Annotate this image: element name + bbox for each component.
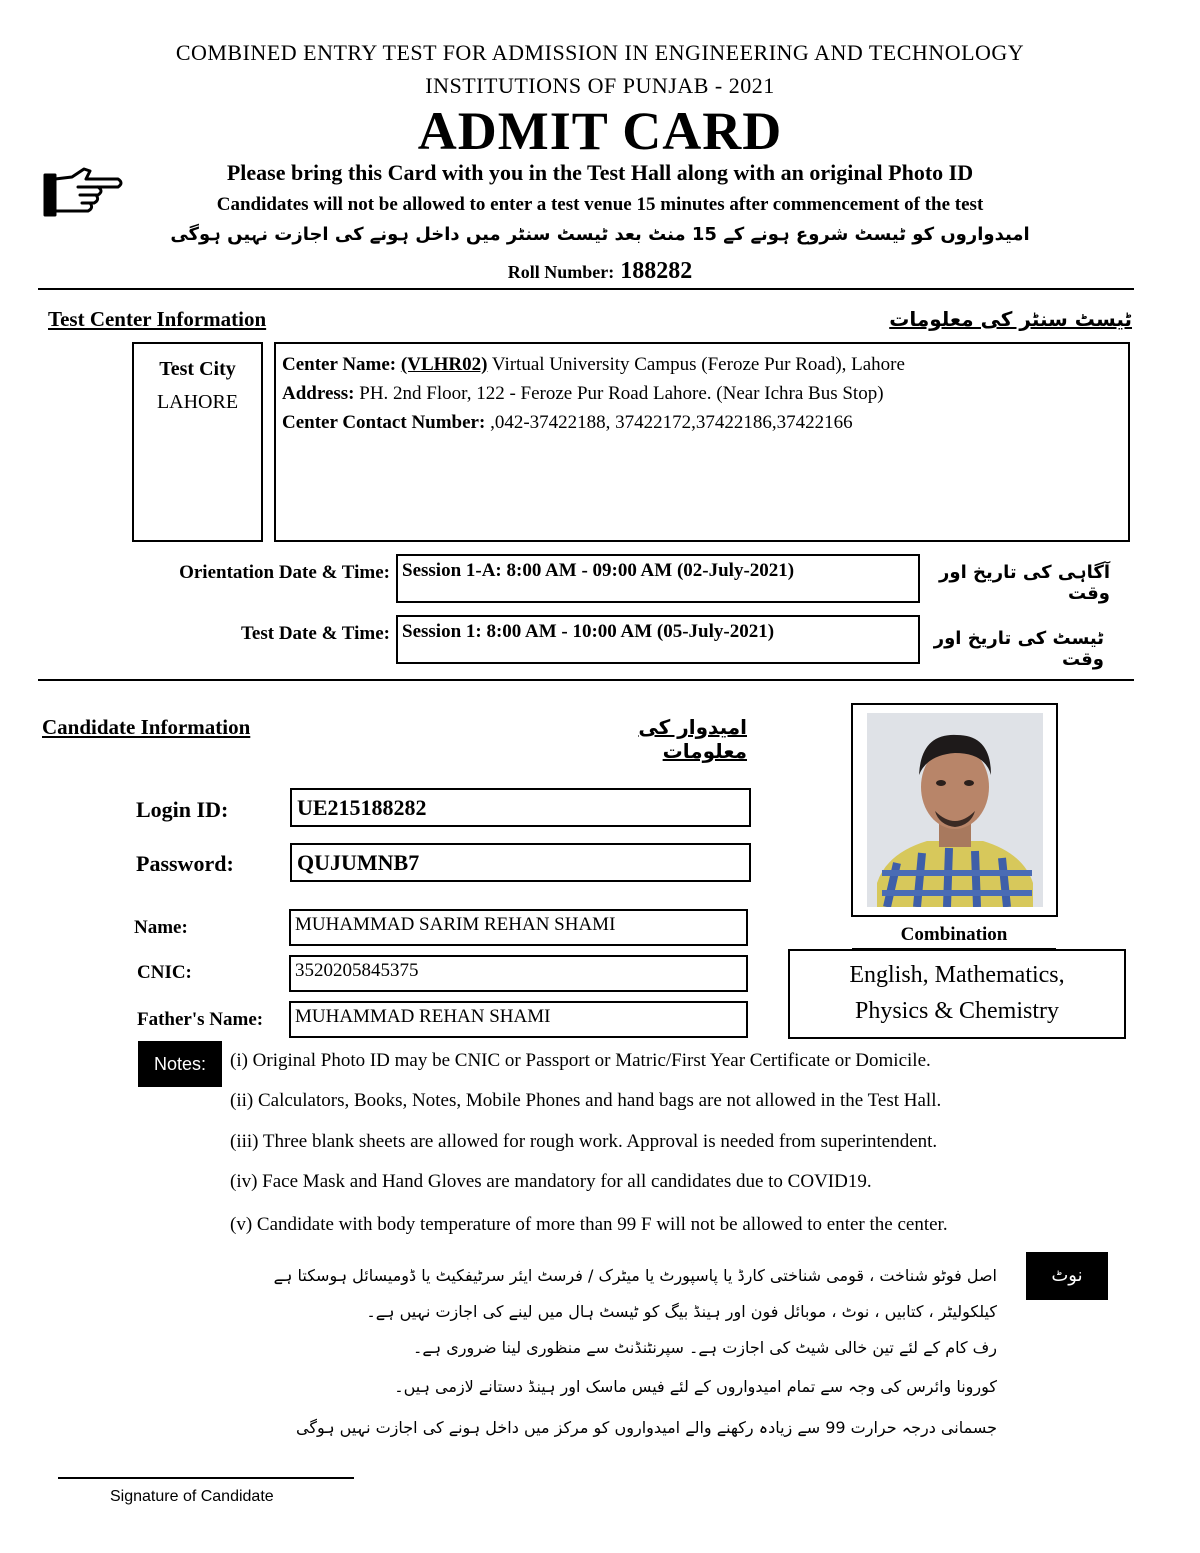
test-center-heading-urdu: ٹیسٹ سنٹر کی معلومات — [889, 307, 1132, 331]
orientation-label: Orientation Date & Time: — [179, 562, 390, 583]
note-item: (v) Candidate with body temperature of more than 99 F will not be allowed to enter the center. — [230, 1214, 948, 1235]
test-city-box — [132, 342, 263, 542]
candidate-heading: Candidate Information — [42, 715, 251, 739]
page-title: ADMIT CARD — [417, 101, 783, 161]
bring-card-note: Please bring this Card with you in the Test Hall along with an original Photo ID — [226, 160, 974, 185]
urdu-note-item: جسمانی درجہ حرارت 99 سے زیادہ رکھنے والے امیدواروں کو مرکز میں داخل ہونے کی اجازت نہیں ہوگی — [296, 1418, 997, 1437]
notes-badge-urdu: نوٹ — [1026, 1252, 1108, 1300]
login-id-value: UE215188282 — [297, 795, 427, 820]
combination-line2: Physics & Chemistry — [854, 998, 1059, 1024]
note-item: (i) Original Photo ID may be CNIC or Passport or Matric/First Year Certificate or Domicile. — [230, 1050, 931, 1071]
name-label: Name: — [134, 917, 188, 938]
test-date-label-urdu: ٹیسٹ کی تاریخ اور وقت — [933, 628, 1104, 670]
father-name-label: Father's Name: — [137, 1009, 264, 1030]
signature-label: Signature of Candidate — [110, 1488, 274, 1505]
divider — [38, 679, 1134, 681]
urdu-note-item: کورونا وائرس کی وجہ سے تمام امیدواروں کے لئے فیس ماسک اور ہینڈ دستانے لازمی ہیں۔ — [394, 1377, 997, 1396]
exam-title-line2: INSTITUTIONS OF PUNJAB - 2021 — [425, 73, 775, 98]
exam-title-line1: COMBINED ENTRY TEST FOR ADMISSION IN ENGINEERING AND TECHNOLOGY — [175, 40, 1025, 65]
center-address-label: Address: — [282, 383, 355, 404]
note-item: (ii) Calculators, Books, Notes, Mobile Phones and hand bags are not allowed in the Test Hall. — [230, 1090, 942, 1111]
password-value: QUJUMNB7 — [297, 850, 420, 875]
roll-number-value: 188282 — [620, 258, 693, 284]
orientation-label-urdu: آگاہی کی تاریخ اور وقت — [939, 562, 1110, 604]
cnic-label: CNIC: — [137, 962, 192, 983]
center-address-value: PH. 2nd Floor, 122 - Feroze Pur Road Lahore. (Near Ichra Bus Stop) — [359, 383, 884, 404]
center-name-label: Center Name: — [282, 354, 397, 375]
cnic-field — [289, 955, 748, 992]
urdu-note-item: اصل فوٹو شناخت ، قومی شناختی کارڈ یا پاسپورٹ یا میٹرک / فرسٹ ایئر سرٹیفکیٹ یا ڈومیسائل ہوسکتا ہے — [273, 1266, 997, 1285]
roll-number-label: Roll Number: — [507, 262, 615, 282]
login-id-field — [290, 788, 751, 827]
name-field — [289, 909, 748, 946]
center-contact-row — [282, 408, 1122, 437]
combination-label: Combination — [852, 924, 1056, 950]
candidate-photo — [867, 713, 1043, 907]
venue-entry-note-urdu: امیدواروں کو ٹیسٹ شروع ہونے کے 15 منٹ بعد ٹیسٹ سنٹر میں داخل ہونے کی اجازت نہیں ہوگی — [170, 224, 1030, 245]
name-value: MUHAMMAD SARIM REHAN SHAMI — [295, 914, 616, 935]
test-center-heading: Test Center Information — [48, 307, 267, 331]
roll-number-row — [0, 258, 1200, 285]
note-item: (iv) Face Mask and Hand Gloves are mandatory for all candidates due to COVID19. — [230, 1171, 872, 1192]
password-field — [290, 843, 751, 882]
candidate-heading-urdu: امیدوار کی معلومات — [638, 715, 747, 763]
notes-badge: Notes: — [138, 1041, 222, 1087]
center-details-box — [274, 342, 1130, 542]
center-name-row — [282, 350, 1122, 379]
password-label: Password: — [136, 851, 234, 876]
test-city-value: LAHORE — [156, 391, 239, 413]
combination-box — [788, 949, 1126, 1039]
note-item: (iii) Three blank sheets are allowed for rough work. Approval is needed from superintendent. — [230, 1131, 938, 1152]
test-date-label: Test Date & Time: — [241, 623, 390, 644]
urdu-note-item: رف کام کے لئے تین خالی شیٹ کی اجازت ہے۔ سپرنٹنڈنٹ سے منظوری لینا ضروری ہے۔ — [412, 1338, 997, 1357]
test-date-field — [396, 615, 920, 664]
login-id-label: Login ID: — [136, 797, 229, 822]
father-name-value: MUHAMMAD REHAN SHAMI — [295, 1006, 551, 1027]
test-city-label: Test City — [159, 358, 236, 380]
signature-line — [58, 1477, 354, 1479]
father-name-field — [289, 1001, 748, 1038]
center-address-row — [282, 379, 1122, 408]
divider — [38, 288, 1134, 290]
test-date-value: Session 1: 8:00 AM - 10:00 AM (05-July-2021) — [402, 621, 775, 642]
urdu-note-item: کیلکولیٹر ، کتابیں ، نوٹ ، موبائل فون اور ہینڈ بیگ کو ٹیسٹ ہال میں لینے کی اجازت نہیں ہے۔ — [366, 1302, 997, 1321]
center-name-value: Virtual University Campus (Feroze Pur Road), Lahore — [491, 354, 905, 375]
candidate-photo-frame — [851, 703, 1058, 917]
orientation-field — [396, 554, 920, 603]
combination-line1: English, Mathematics, — [849, 962, 1065, 988]
center-code: (VLHR02) — [400, 354, 488, 375]
cnic-value: 3520205845375 — [295, 960, 419, 981]
orientation-value: Session 1-A: 8:00 AM - 09:00 AM (02-July-2021) — [402, 560, 795, 581]
center-contact-value: ,042-37422188, 37422172,37422186,37422166 — [490, 412, 853, 433]
venue-entry-note: Candidates will not be allowed to enter a test venue 15 minutes after commencement of the test — [216, 194, 984, 215]
center-contact-label: Center Contact Number: — [282, 412, 486, 433]
